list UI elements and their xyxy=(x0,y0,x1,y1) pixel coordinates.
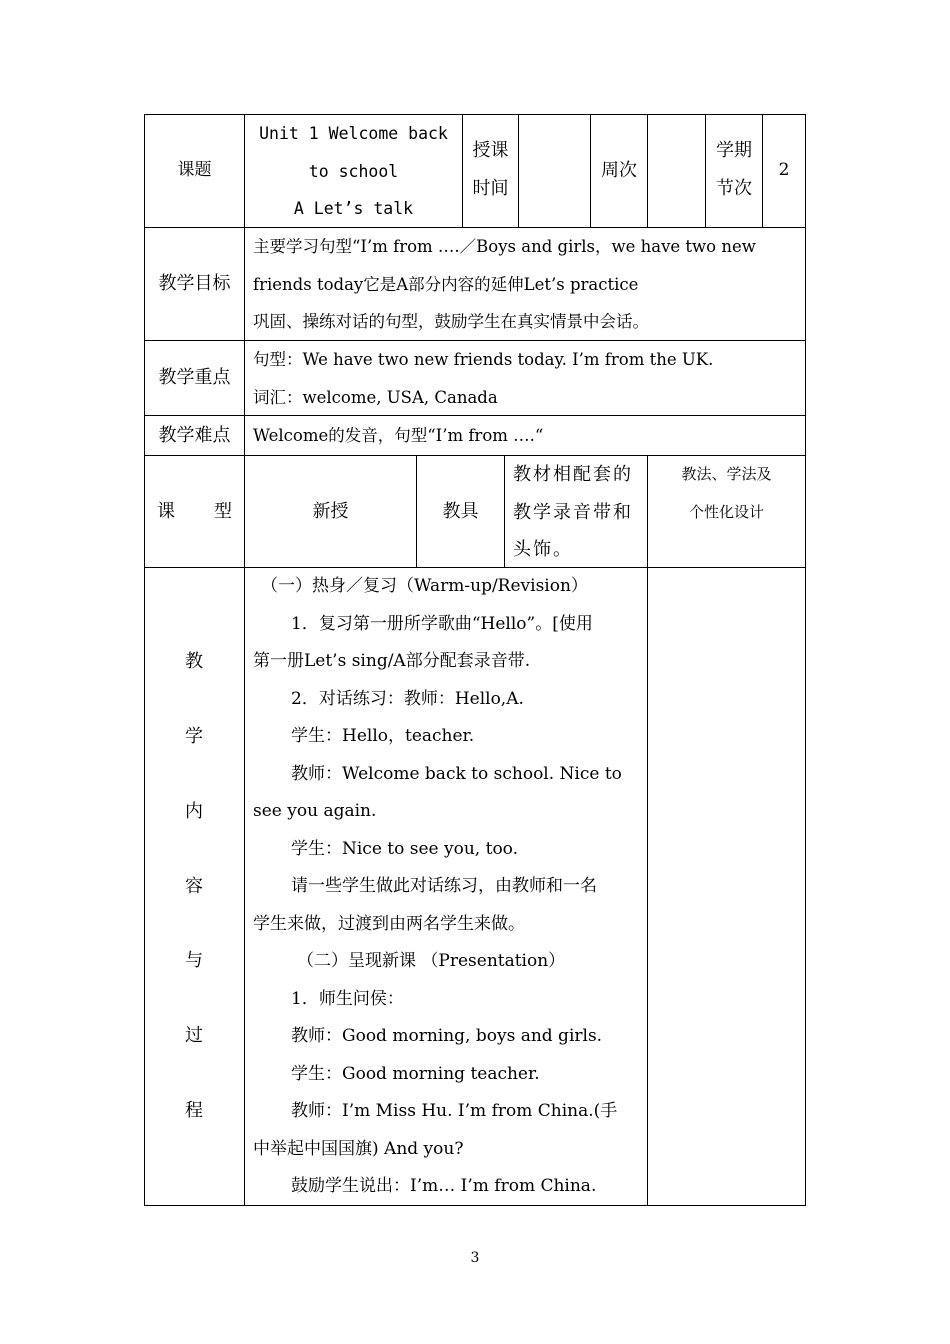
process-label-char: 程 xyxy=(185,1100,203,1121)
topic-line: Unit 1 Welcome back xyxy=(259,124,448,143)
process-line: 学生来做，过渡到由两名学生来做。 xyxy=(253,913,525,934)
process-line: 鼓励学生说出：I’m… I’m from China. xyxy=(291,1176,597,1196)
process-line: 请一些学生做此对话练习，由教师和一名 xyxy=(291,876,597,896)
process-line: 教师：Welcome back to school. Nice to xyxy=(291,763,622,784)
tools-line: 教材相配套的 xyxy=(513,464,633,485)
topic-label: 课题 xyxy=(177,160,212,181)
process-label-char: 内 xyxy=(185,801,203,822)
goal-line: friends today它是A部分内容的延伸Let’s practice xyxy=(253,274,639,294)
process-label-char: 过 xyxy=(185,1025,203,1046)
lesson-type-label-part: 课 xyxy=(157,500,175,522)
process-line: 学生：Good morning teacher. xyxy=(291,1063,540,1084)
goal-label: 教学目标 xyxy=(158,273,231,295)
lesson-type-label-part: 型 xyxy=(214,500,232,522)
process-line: 教师：I’m Miss Hu. I’m from China.(手 xyxy=(291,1101,618,1121)
goal-line: 主要学习句型“I’m from ….／Boys and girls，we have two new xyxy=(253,237,756,256)
difficulty-label: 教学难点 xyxy=(158,424,231,446)
lesson-type-value: 新授 xyxy=(312,500,349,522)
process-line: 第一册Let’s sing/A部分配套录音带. xyxy=(253,651,531,671)
process-label-char: 学 xyxy=(185,726,203,747)
process-content xyxy=(253,568,645,1206)
key-points-label: 教学重点 xyxy=(158,367,231,389)
col-divider xyxy=(647,455,648,1205)
page-number: 3 xyxy=(470,1250,480,1266)
class-time-label xyxy=(463,115,518,227)
key-points-line: 词汇：welcome, USA, Canada xyxy=(253,387,498,407)
process-label-char: 与 xyxy=(185,950,203,971)
label-line: 节次 xyxy=(716,177,752,199)
design-line: 教法、学法及 xyxy=(681,465,772,483)
label-line: 学期 xyxy=(716,140,752,161)
topic-title xyxy=(245,115,462,227)
term-session-value: 2 xyxy=(778,160,790,181)
key-points-text xyxy=(245,341,805,415)
process-line: 学生：Nice to see you, too. xyxy=(291,838,519,859)
section-heading: （一）热身／复习（Warm-up/Revision） xyxy=(261,576,588,596)
difficulty-text: Welcome的发音，句型“I’m from ….“ xyxy=(253,425,544,445)
section-heading: （二）呈现新课 （Presentation） xyxy=(297,951,566,971)
week-value xyxy=(648,115,705,227)
week-label: 周次 xyxy=(601,160,637,182)
key-points-line: 句型：We have two new friends today. I’m from the UK. xyxy=(253,350,714,369)
topic-line: A Let’s talk xyxy=(293,199,414,218)
tools-line: 教学录音带和 xyxy=(513,501,633,523)
class-time-value xyxy=(519,115,590,227)
term-session-label xyxy=(706,115,762,227)
method-design-label xyxy=(648,456,805,567)
process-label-char: 教 xyxy=(185,651,203,672)
process-line: see you again. xyxy=(253,801,377,821)
design-line: 个性化设计 xyxy=(688,502,764,521)
process-label-char: 容 xyxy=(185,876,203,897)
label-line: 时间 xyxy=(472,177,509,199)
process-line: 2．对话练习：教师：Hello,A. xyxy=(291,688,524,709)
label-line: 授课 xyxy=(472,140,509,161)
process-line: 中举起中国国旗) And you? xyxy=(253,1138,464,1159)
topic-line: to school xyxy=(308,161,399,181)
process-line: 教师：Good morning, boys and girls. xyxy=(291,1026,603,1046)
teaching-tools-text xyxy=(505,456,647,567)
goal-line: 巩固、操练对话的句型，鼓励学生在真实情景中会话。 xyxy=(253,312,649,331)
process-line: 学生：Hello，teacher. xyxy=(291,726,475,746)
table-border-right xyxy=(805,114,806,1205)
process-line: 1．师生问侯： xyxy=(291,988,404,1009)
teaching-tools-label: 教具 xyxy=(442,500,479,522)
tools-line: 头饰。 xyxy=(513,539,573,560)
lesson-type-label xyxy=(145,456,244,567)
process-line: 1．复习第一册所学歌曲“Hello”。[使用 xyxy=(291,613,593,634)
goal-text xyxy=(245,228,805,340)
